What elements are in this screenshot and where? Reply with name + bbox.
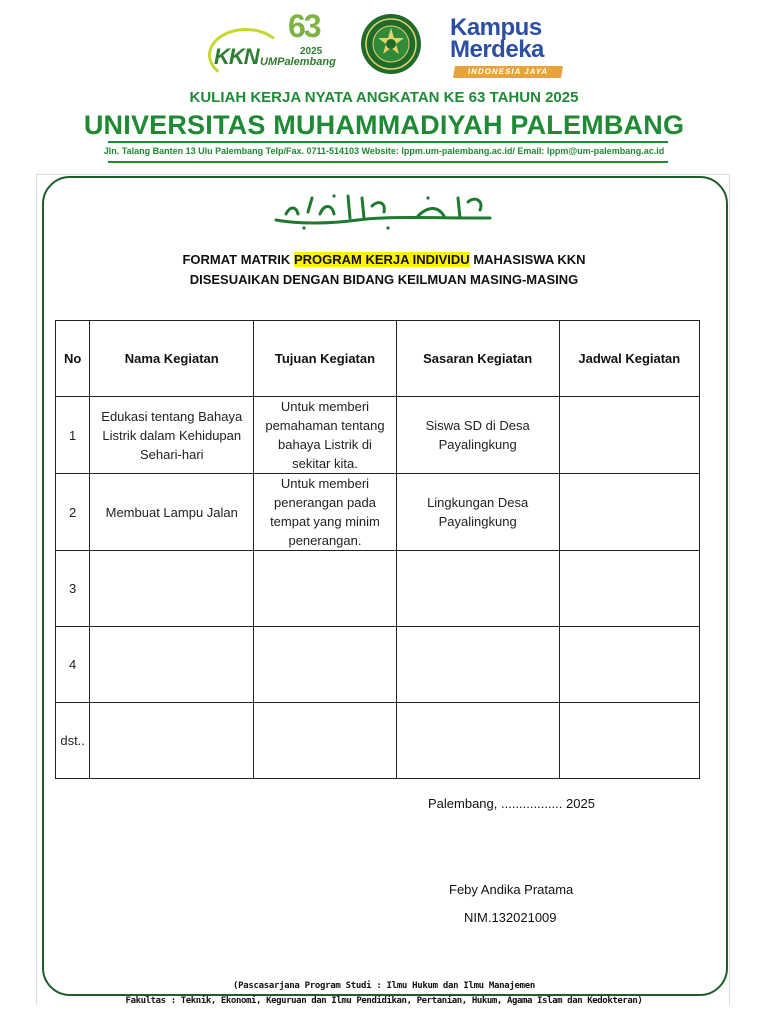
kkn-logo-number: 63	[288, 8, 320, 44]
kkn-logo-subtext: UMPalembang	[260, 56, 336, 68]
cell-jadwal-kegiatan[interactable]	[559, 627, 699, 703]
cell-tujuan-kegiatan[interactable]	[254, 703, 397, 779]
university-seal-icon	[360, 12, 422, 76]
cell-sasaran-kegiatan[interactable]	[396, 627, 559, 703]
cell-tujuan-kegiatan[interactable]	[254, 551, 397, 627]
document-title-line1	[0, 252, 768, 267]
header-divider-bottom	[108, 161, 668, 163]
cell-nama-kegiatan[interactable]: Edukasi tentang Bahaya Listrik dalam Kehidupan Sehari-hari	[90, 397, 254, 474]
kampus-merdeka-logo	[446, 14, 566, 80]
header-sasaran-kegiatan: Sasaran Kegiatan	[396, 321, 559, 397]
footer-programs: (Pascasarjana Program Studi : Ilmu Hukum dan Ilmu Manajemen	[233, 981, 535, 991]
signature-place-date: Palembang, ................. 2025	[428, 796, 595, 811]
kkn-63-logo	[208, 8, 340, 80]
kampus-merdeka-line1: Kampus	[450, 14, 542, 41]
table-header-row	[56, 321, 700, 397]
table-row	[56, 397, 700, 474]
cell-jadwal-kegiatan[interactable]	[559, 703, 699, 779]
bismillah-calligraphy-icon	[268, 184, 498, 234]
cell-nama-kegiatan[interactable]	[90, 703, 254, 779]
cell-jadwal-kegiatan[interactable]	[559, 551, 699, 627]
document-title-line2: DISESUAIKAN DENGAN BIDANG KEILMUAN MASING-MASING	[189, 272, 579, 287]
cell-no[interactable]: 1	[56, 397, 90, 474]
signature-nim: NIM.132021009	[464, 910, 557, 925]
table-row	[56, 474, 700, 551]
title-suffix: MAHASISWA KKN	[469, 252, 586, 267]
cell-jadwal-kegiatan[interactable]	[559, 474, 699, 551]
university-name: UNIVERSITAS MUHAMMADIYAH PALEMBANG	[83, 110, 685, 140]
cell-tujuan-kegiatan[interactable]: Untuk memberi penerangan pada tempat yang minim penerangan.	[254, 474, 397, 551]
cell-tujuan-kegiatan[interactable]: Untuk memberi pemahaman tentang bahaya Listrik di sekitar kita.	[254, 397, 397, 474]
title-prefix: FORMAT MATRIK	[182, 252, 294, 267]
kkn-logo-year: 2025	[300, 46, 323, 57]
header-jadwal-kegiatan: Jadwal Kegiatan	[559, 321, 699, 397]
kampus-merdeka-band: INDONESIA JAYA	[453, 66, 563, 78]
header-tujuan-kegiatan: Tujuan Kegiatan	[254, 321, 397, 397]
kkn-logo-text: KKN	[214, 44, 259, 69]
cell-sasaran-kegiatan[interactable]	[396, 703, 559, 779]
header-address: Jln. Talang Banten 13 Ulu Palembang Telp/Fax. 0711-514103 Website: lppm.um-palembang.ac.id/ Email: lppm@um-palembang.ac.id	[103, 146, 665, 156]
cell-no[interactable]: dst..	[56, 703, 90, 779]
cell-nama-kegiatan[interactable]: Membuat Lampu Jalan	[90, 474, 254, 551]
signature-name: Feby Andika Pratama	[449, 882, 574, 897]
cell-nama-kegiatan[interactable]	[90, 627, 254, 703]
table-row	[56, 627, 700, 703]
cell-nama-kegiatan[interactable]	[90, 551, 254, 627]
header-divider-top	[108, 141, 668, 143]
cell-tujuan-kegiatan[interactable]	[254, 627, 397, 703]
cell-sasaran-kegiatan[interactable]	[396, 551, 559, 627]
cell-no[interactable]: 2	[56, 474, 90, 551]
title-highlight: PROGRAM KERJA INDIVIDU	[293, 252, 470, 267]
header-subtitle: KULIAH KERJA NYATA ANGKATAN KE 63 TAHUN 2025	[189, 89, 579, 106]
cell-jadwal-kegiatan[interactable]	[559, 397, 699, 474]
table-row	[56, 703, 700, 779]
cell-no[interactable]: 4	[56, 627, 90, 703]
header-no: No	[56, 321, 90, 397]
footer-faculties: Fakultas : Teknik, Ekonomi, Keguruan dan Ilmu Pendidikan, Pertanian, Hukum, Agama Islam dan Kedokteran)	[125, 996, 643, 1006]
cell-sasaran-kegiatan[interactable]: Lingkungan Desa Payalingkung	[396, 474, 559, 551]
cell-no[interactable]: 3	[56, 551, 90, 627]
cell-sasaran-kegiatan[interactable]: Siswa SD di Desa Payalingkung	[396, 397, 559, 474]
work-program-matrix-table	[55, 320, 700, 779]
table-row	[56, 551, 700, 627]
kampus-merdeka-line2: Merdeka	[450, 36, 544, 63]
header-nama-kegiatan: Nama Kegiatan	[90, 321, 254, 397]
